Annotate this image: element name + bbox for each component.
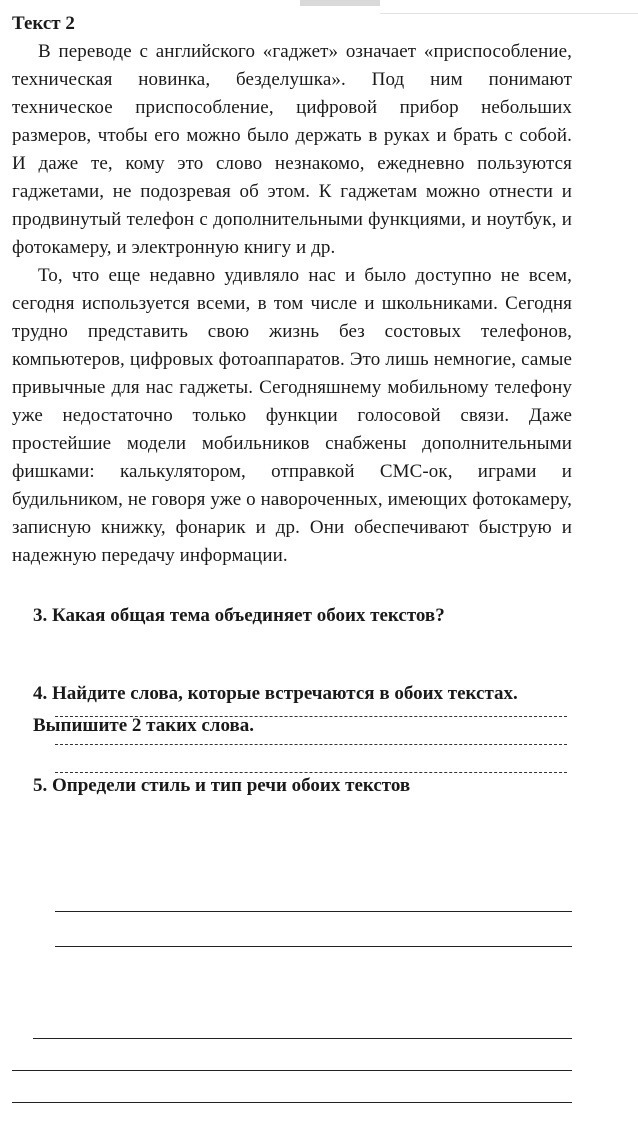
paragraph-2: То, что еще недавно удивляло нас и было доступно не всем, сегодня используется всеми, в том числе и школьниками. Сегодня трудно представить свою жизнь без состовых телефонов, компьютеров, цифровых фотоаппаратов. Это лишь немногие, самые привычные для нас гаджеты. Сегодняшнему мобильному телефону уже недостаточно только функции голосовой связи. Даже простейшие модели мобильников снабжены дополнительными фишками: калькулятором, отправкой СМС-ок, играми и будильником, не говоря уже о навороченных, имеющих фотокамеру, записную книжку, фонарик и др. Они обеспечивают быструю и надежную передачу информации.	[12, 265, 572, 566]
paragraph-1: В переводе с английского «гаджет» означает «приспособление, техническая новинка, безделушка». Под ним понимают техническое приспособление, цифровой прибор небольших размеров, чтобы его можно было держать в руках и брать с собой. И даже те, кому это слово незнакомо, ежедневно пользуются гаджетами, не подозревая об этом. К гаджетам можно отнести и продвинутый телефон с дополнительными функциями, и ноутбук, и фотокамеру, и электронную книгу и др.	[12, 41, 572, 258]
answer-line-q5-3[interactable]	[12, 1102, 572, 1103]
question-4-line-1: 4. Найдите слова, которые встречаются в обоих текстах.	[33, 683, 518, 704]
question-3: 3. Какая общая тема объединяет обоих текстов?	[33, 605, 445, 626]
answer-line-q5-1[interactable]	[33, 1038, 572, 1039]
answer-line-q4-2[interactable]	[55, 946, 572, 947]
question-4-line-2: Выпишите 2 таких слова.	[33, 715, 254, 736]
answer-line-q5-2[interactable]	[12, 1070, 572, 1071]
answer-line-q3-1[interactable]	[55, 716, 567, 717]
answer-line-q4-1[interactable]	[55, 911, 572, 912]
top-scrollbar-fragment	[300, 0, 380, 6]
answer-line-q3-2[interactable]	[55, 744, 567, 745]
text-2-heading: Текст 2	[12, 13, 75, 34]
question-5: 5. Определи стиль и тип речи обоих текстов	[33, 775, 411, 796]
answer-line-q3-3[interactable]	[55, 772, 567, 773]
worksheet	[12, 10, 572, 802]
